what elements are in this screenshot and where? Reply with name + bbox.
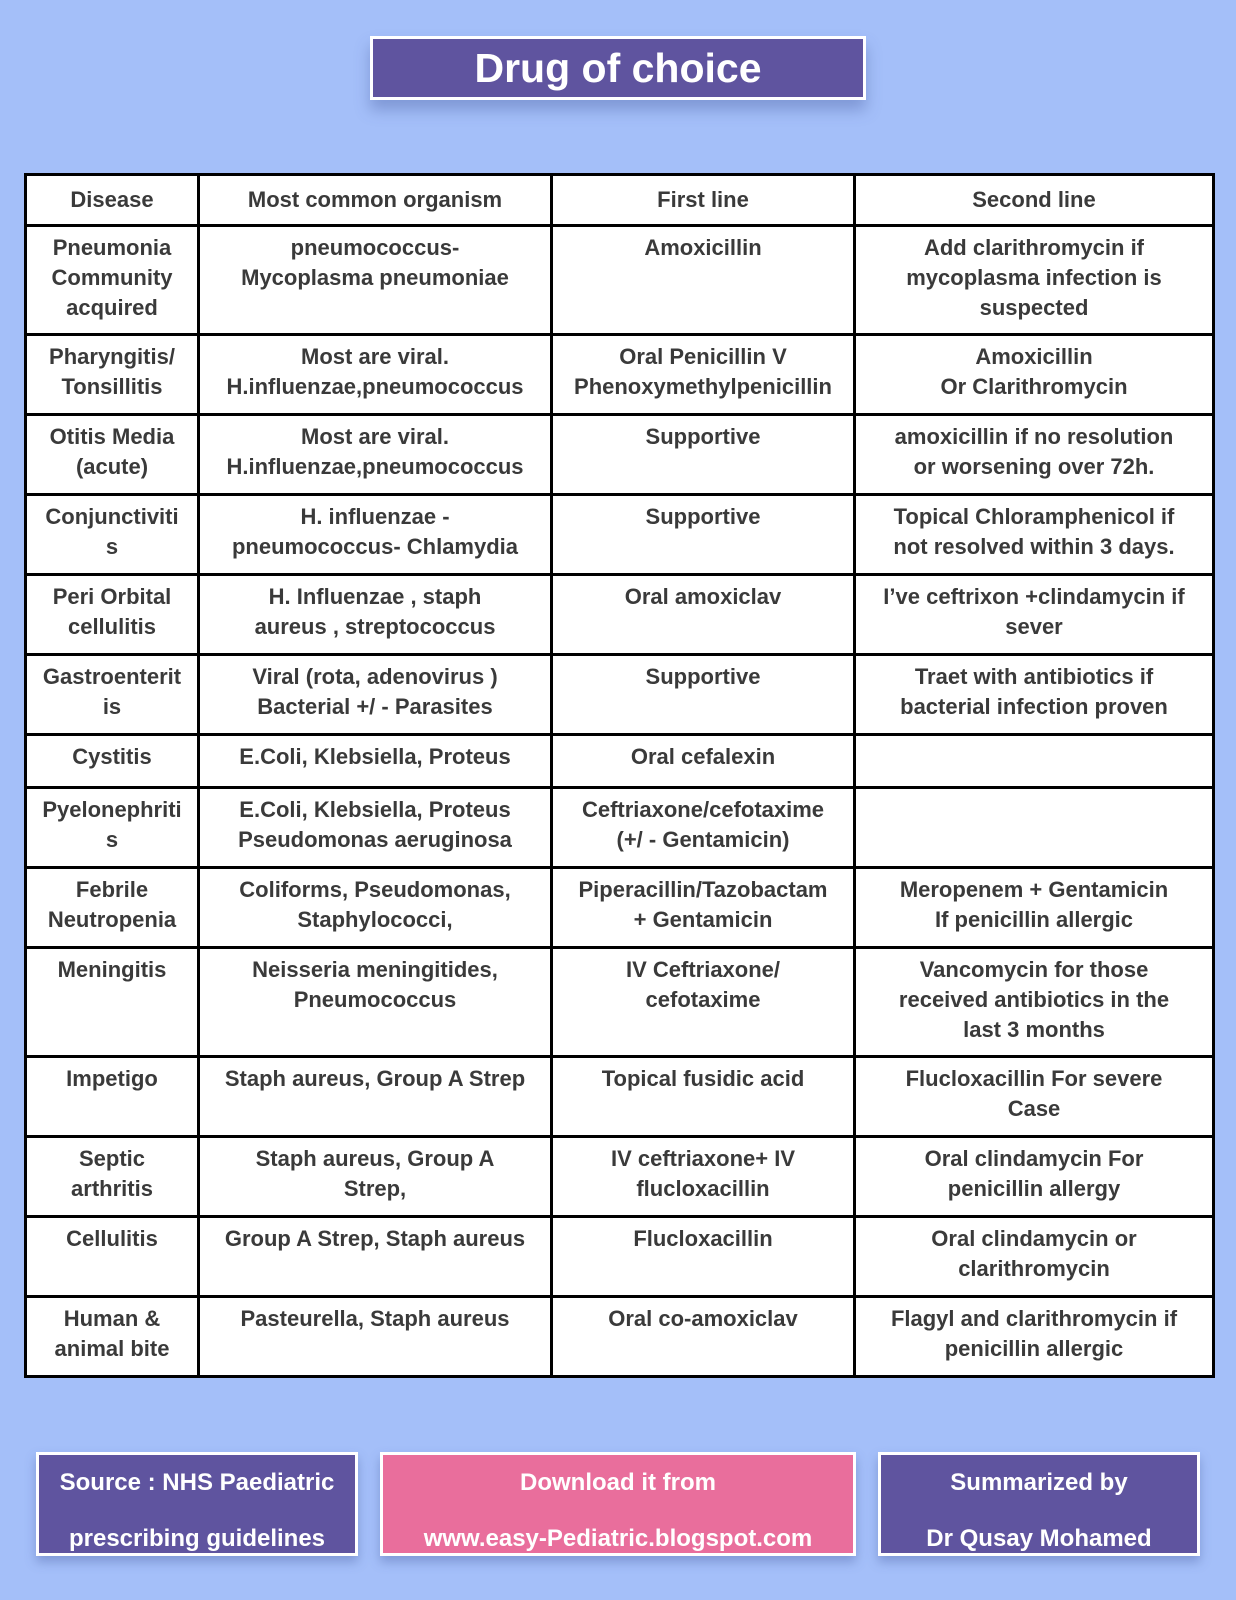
table-row: [26, 1137, 1214, 1217]
cell-organism: Most are viral. H.influenzae,pneumococcus: [199, 415, 552, 495]
cell-organism: Pasteurella, Staph aureus: [199, 1297, 552, 1377]
cell-organism: Viral (rota, adenovirus ) Bacterial +/ - Parasites: [199, 655, 552, 735]
table-row: [26, 655, 1214, 735]
table-row: [26, 1217, 1214, 1297]
cell-disease: Meningitis: [26, 948, 199, 1057]
cell-first-line: Oral Penicillin V Phenoxymethylpenicillin: [552, 335, 855, 415]
cell-first-line: Amoxicillin: [552, 226, 855, 335]
cell-first-line: IV Ceftriaxone/ cefotaxime: [552, 948, 855, 1057]
cell-second-line: Vancomycin for those received antibiotics in the last 3 months: [855, 948, 1214, 1057]
cell-disease: Cellulitis: [26, 1217, 199, 1297]
cell-organism: H. influenzae - pneumococcus- Chlamydia: [199, 495, 552, 575]
cell-first-line: Topical fusidic acid: [552, 1057, 855, 1137]
cell-second-line: Topical Chloramphenicol if not resolved within 3 days.: [855, 495, 1214, 575]
cell-first-line: Oral cefalexin: [552, 735, 855, 788]
cell-second-line: Meropenem + Gentamicin If penicillin allergic: [855, 868, 1214, 948]
table-row: [26, 335, 1214, 415]
cell-second-line: Traet with antibiotics if bacterial infection proven: [855, 655, 1214, 735]
cell-organism: Most are viral. H.influenzae,pneumococcus: [199, 335, 552, 415]
cell-disease: Pneumonia Community acquired: [26, 226, 199, 335]
cell-organism: H. Influenzae , staph aureus , streptococcus: [199, 575, 552, 655]
header-second-line: Second line: [855, 175, 1214, 226]
table-row: [26, 495, 1214, 575]
table-row: [26, 415, 1214, 495]
header-organism: Most common organism: [199, 175, 552, 226]
cell-second-line: Add clarithromycin if mycoplasma infection is suspected: [855, 226, 1214, 335]
cell-second-line: I’ve ceftrixon +clindamycin if sever: [855, 575, 1214, 655]
cell-disease: Gastroenterit is: [26, 655, 199, 735]
cell-disease: Febrile Neutropenia: [26, 868, 199, 948]
table-row: [26, 868, 1214, 948]
cell-first-line: Oral amoxiclav: [552, 575, 855, 655]
download-box[interactable]: Download it from www.easy-Pediatric.blogspot.com: [380, 1452, 856, 1556]
cell-first-line: Flucloxacillin: [552, 1217, 855, 1297]
cell-disease: Otitis Media (acute): [26, 415, 199, 495]
cell-disease: Pharyngitis/ Tonsillitis: [26, 335, 199, 415]
cell-first-line: Supportive: [552, 655, 855, 735]
cell-second-line: amoxicillin if no resolution or worsening over 72h.: [855, 415, 1214, 495]
cell-disease: Impetigo: [26, 1057, 199, 1137]
cell-first-line: Supportive: [552, 495, 855, 575]
cell-organism: Group A Strep, Staph aureus: [199, 1217, 552, 1297]
table-row: [26, 575, 1214, 655]
header-disease: Disease: [26, 175, 199, 226]
drug-table: [24, 173, 1215, 1378]
table-header-row: [26, 175, 1214, 226]
table-row: [26, 948, 1214, 1057]
cell-first-line: Supportive: [552, 415, 855, 495]
table-row: [26, 226, 1214, 335]
cell-disease: Conjunctiviti s: [26, 495, 199, 575]
cell-second-line: [855, 735, 1214, 788]
cell-organism: Coliforms, Pseudomonas, Staphylococci,: [199, 868, 552, 948]
cell-disease: Peri Orbital cellulitis: [26, 575, 199, 655]
author-box: Summarized by Dr Qusay Mohamed: [878, 1452, 1200, 1556]
cell-organism: E.Coli, Klebsiella, Proteus Pseudomonas aeruginosa: [199, 788, 552, 868]
cell-first-line: IV ceftriaxone+ IV flucloxacillin: [552, 1137, 855, 1217]
cell-second-line: Flucloxacillin For severe Case: [855, 1057, 1214, 1137]
cell-disease: Cystitis: [26, 735, 199, 788]
page-title: Drug of choice: [370, 36, 866, 100]
table-row: [26, 1297, 1214, 1377]
header-first-line: First line: [552, 175, 855, 226]
cell-disease: Septic arthritis: [26, 1137, 199, 1217]
cell-organism: E.Coli, Klebsiella, Proteus: [199, 735, 552, 788]
cell-disease: Pyelonephriti s: [26, 788, 199, 868]
cell-first-line: Piperacillin/Tazobactam + Gentamicin: [552, 868, 855, 948]
table-row: [26, 788, 1214, 868]
cell-organism: Neisseria meningitides, Pneumococcus: [199, 948, 552, 1057]
cell-organism: Staph aureus, Group A Strep,: [199, 1137, 552, 1217]
cell-second-line: Oral clindamycin For penicillin allergy: [855, 1137, 1214, 1217]
cell-second-line: Oral clindamycin or clarithromycin: [855, 1217, 1214, 1297]
cell-disease: Human & animal bite: [26, 1297, 199, 1377]
cell-first-line: Ceftriaxone/cefotaxime (+/ - Gentamicin): [552, 788, 855, 868]
cell-organism: Staph aureus, Group A Strep: [199, 1057, 552, 1137]
cell-second-line: [855, 788, 1214, 868]
source-box: Source : NHS Paediatric prescribing guidelines: [36, 1452, 358, 1556]
cell-organism: pneumococcus- Mycoplasma pneumoniae: [199, 226, 552, 335]
cell-first-line: Oral co-amoxiclav: [552, 1297, 855, 1377]
cell-second-line: Amoxicillin Or Clarithromycin: [855, 335, 1214, 415]
cell-second-line: Flagyl and clarithromycin if penicillin allergic: [855, 1297, 1214, 1377]
table-row: [26, 735, 1214, 788]
table-row: [26, 1057, 1214, 1137]
